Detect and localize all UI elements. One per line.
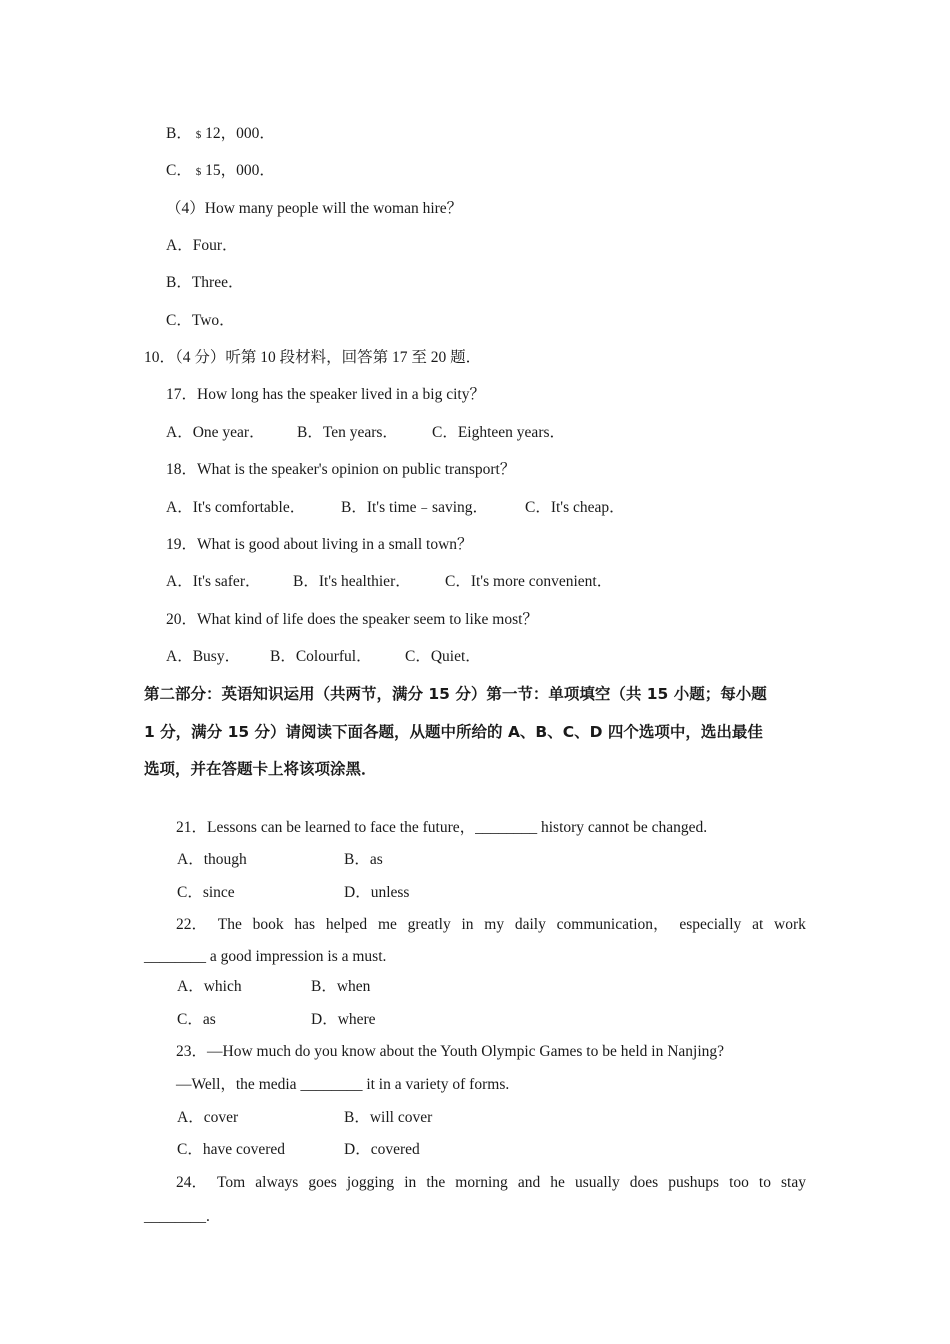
part2-instruction-line1: 第二部分：英语知识运用（共两节，满分 15 分）第一节：单项填空（共 15 小题；每小题 bbox=[144, 685, 767, 703]
q18-option-a: A．It's comfortable． bbox=[166, 499, 306, 516]
q21-question: 21．Lessons can be learned to face the future，________ history cannot be changed. bbox=[176, 819, 708, 836]
q22-option-d: D．where bbox=[311, 1011, 376, 1028]
q4-question: （4）How many people will the woman hire？ bbox=[166, 200, 463, 217]
q22-question-line2: ________ a good impression is a must. bbox=[144, 948, 387, 965]
q4-option-c: C．Two． bbox=[166, 312, 235, 329]
q18-option-c: C．It's cheap． bbox=[525, 499, 625, 516]
q21-option-c: C．since bbox=[177, 884, 235, 901]
part2-instruction-line2: 1 分，满分 15 分）请阅读下面各题，从题中所给的 A、B、C、D 四个选项中，选出最佳 bbox=[144, 723, 763, 741]
q20-question: 20．What kind of life does the speaker seem to like most？ bbox=[166, 611, 538, 628]
q18-question: 18．What is the speaker's opinion on public transport？ bbox=[166, 461, 516, 478]
dollar-sign: $ bbox=[195, 166, 202, 178]
q20-option-c: C．Quiet． bbox=[405, 648, 481, 665]
q17-option-b: B．Ten years． bbox=[297, 424, 398, 441]
q20-option-a: A．Busy． bbox=[166, 648, 241, 665]
q23-option-d: D．covered bbox=[344, 1141, 420, 1158]
q17-question: 17．How long has the speaker lived in a big city？ bbox=[166, 386, 485, 403]
q24-question-line1: 24． Tom always goes jogging in the morning and he usually does pushups too to stay bbox=[176, 1174, 806, 1191]
q18-option-b: B．It's time﹣saving． bbox=[341, 499, 489, 516]
q19-option-c: C．It's more convenient． bbox=[445, 573, 613, 590]
q17-option-a: A．One year． bbox=[166, 424, 265, 441]
q23-option-b: B．will cover bbox=[344, 1109, 433, 1126]
q22-option-b: B．when bbox=[311, 978, 371, 995]
q23-option-a: A．cover bbox=[177, 1109, 239, 1126]
q19-option-a: A．It's safer． bbox=[166, 573, 261, 590]
q22-question-line1: 22． The book has helped me greatly in my daily communication， especially at work bbox=[176, 916, 806, 933]
q21-option-b: B．as bbox=[344, 851, 383, 868]
q21-option-d: D．unless bbox=[344, 884, 410, 901]
q23-reply: —Well，the media ________ it in a variety of forms. bbox=[176, 1076, 510, 1093]
q20-option-b: B．Colourful． bbox=[270, 648, 372, 665]
q23-option-c: C．have covered bbox=[177, 1141, 286, 1158]
q22-option-c: C．as bbox=[177, 1011, 216, 1028]
q4-option-b: B．Three． bbox=[166, 274, 244, 291]
q16-option-b: B． $ 12，000． bbox=[166, 125, 275, 142]
q23-question: 23．—How much do you know about the Youth Olympic Games to be held in Nanjing? bbox=[176, 1043, 725, 1060]
section-10-header: 10．（4 分）听第 10 段材料，回答第 17 至 20 题． bbox=[144, 349, 482, 366]
q22-option-a: A．which bbox=[177, 978, 242, 995]
q4-option-a: A．Four． bbox=[166, 237, 238, 254]
q19-option-b: B．It's healthier． bbox=[293, 573, 411, 590]
q16-option-c: C． $ 15，000． bbox=[166, 162, 275, 179]
q21-option-a: A．though bbox=[177, 851, 247, 868]
dollar-sign: $ bbox=[195, 129, 202, 141]
q19-question: 19．What is good about living in a small town？ bbox=[166, 536, 473, 553]
q24-question-line2: ________. bbox=[144, 1208, 210, 1225]
q17-option-c: C．Eighteen years． bbox=[432, 424, 566, 441]
part2-instruction-line3: 选项，并在答题卡上将该项涂黑． bbox=[144, 760, 377, 778]
